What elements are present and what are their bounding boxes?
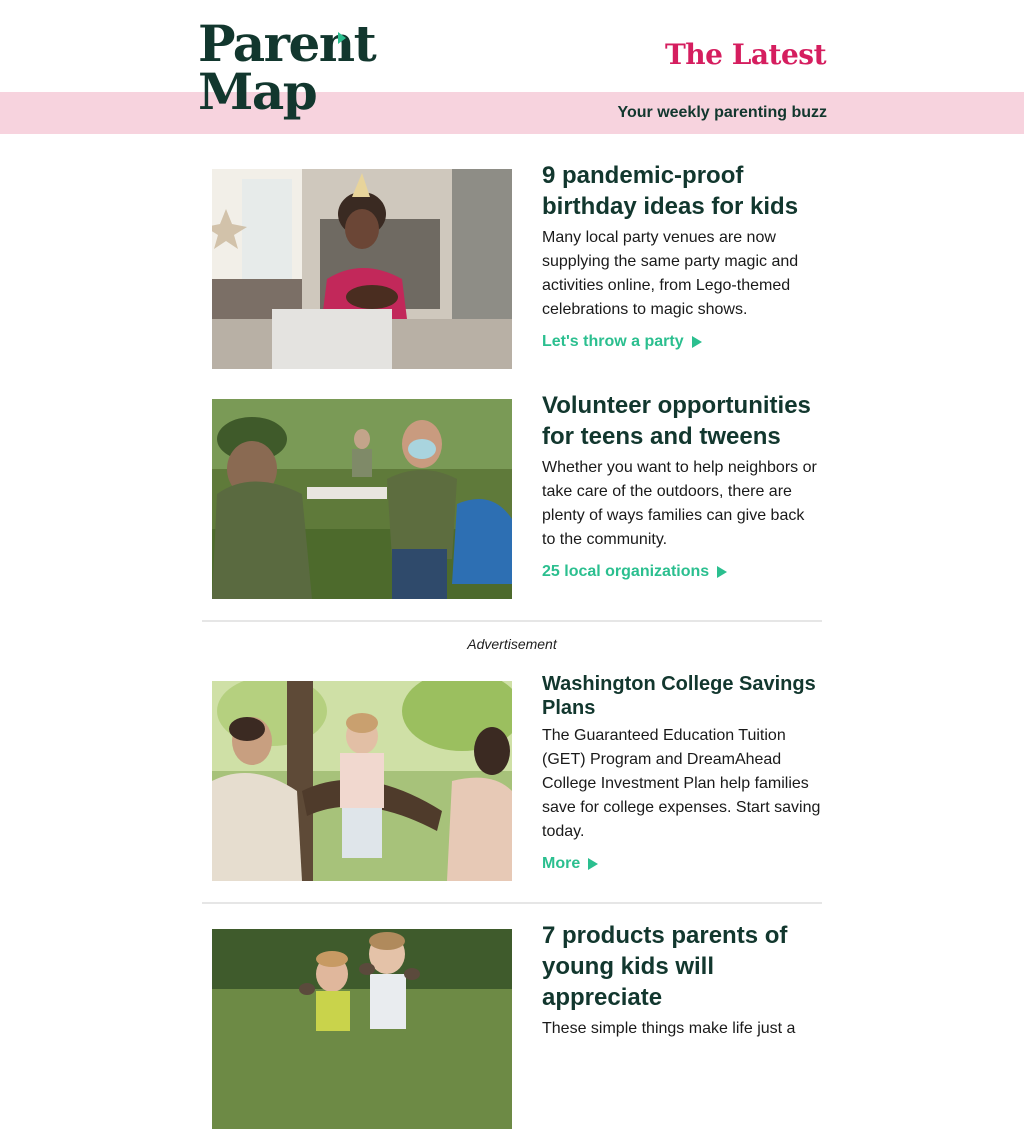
- logo-word-map: Map: [198, 62, 317, 121]
- section-title: The Latest: [664, 38, 826, 71]
- article-title[interactable]: 7 products parents of young kids will appreciate: [542, 922, 788, 1011]
- article-image-products[interactable]: [212, 929, 512, 1129]
- cta-label: 25 local organizations: [542, 563, 710, 580]
- article-description: Whether you want to help neighbors or take care of the outdoors, there are plenty of ways families can give back to the community.: [542, 459, 817, 548]
- more-link[interactable]: [542, 855, 598, 873]
- article-description: These simple things make life just a: [542, 1020, 796, 1037]
- article-title[interactable]: 9 pandemic-proof birthday ideas for kids: [542, 162, 799, 220]
- tagline-band: [0, 92, 1024, 134]
- article-text-birthday: [542, 160, 822, 351]
- article-title[interactable]: Volunteer opportunities for teens and tweens: [542, 392, 811, 450]
- logo-play-icon: [338, 32, 346, 44]
- arrow-right-icon: [588, 858, 598, 870]
- article-image-birthday[interactable]: [212, 169, 512, 369]
- ad-title[interactable]: Washington College Savings Plans: [542, 673, 816, 719]
- arrow-right-icon: [692, 336, 702, 348]
- article-text-volunteer: [542, 390, 822, 581]
- cta-label: Let's throw a party: [542, 333, 684, 350]
- article-description: Many local party venues are now supplying the same party magic and activities online, from Lego-themed celebrations to magic shows.: [542, 229, 799, 318]
- article-image-volunteer[interactable]: [212, 399, 512, 599]
- party-link[interactable]: [542, 333, 702, 351]
- ad-description: The Guaranteed Education Tuition (GET) Program and DreamAhead College Investment Plan help families save for college expenses. Start saving today.: [542, 727, 821, 840]
- tagline: Your weekly parenting buzz: [617, 104, 827, 121]
- organizations-link[interactable]: [542, 563, 727, 581]
- ad-text: [542, 672, 822, 873]
- parentmap-logo[interactable]: [198, 14, 376, 124]
- ad-image[interactable]: [212, 681, 512, 881]
- arrow-right-icon: [717, 566, 727, 578]
- divider: [202, 620, 822, 622]
- cta-label: More: [542, 855, 581, 872]
- article-text-products: [542, 920, 822, 1041]
- logo-word-parent: Parent: [198, 14, 376, 73]
- advertisement-label: Advertisement: [467, 636, 557, 652]
- divider: [202, 902, 822, 904]
